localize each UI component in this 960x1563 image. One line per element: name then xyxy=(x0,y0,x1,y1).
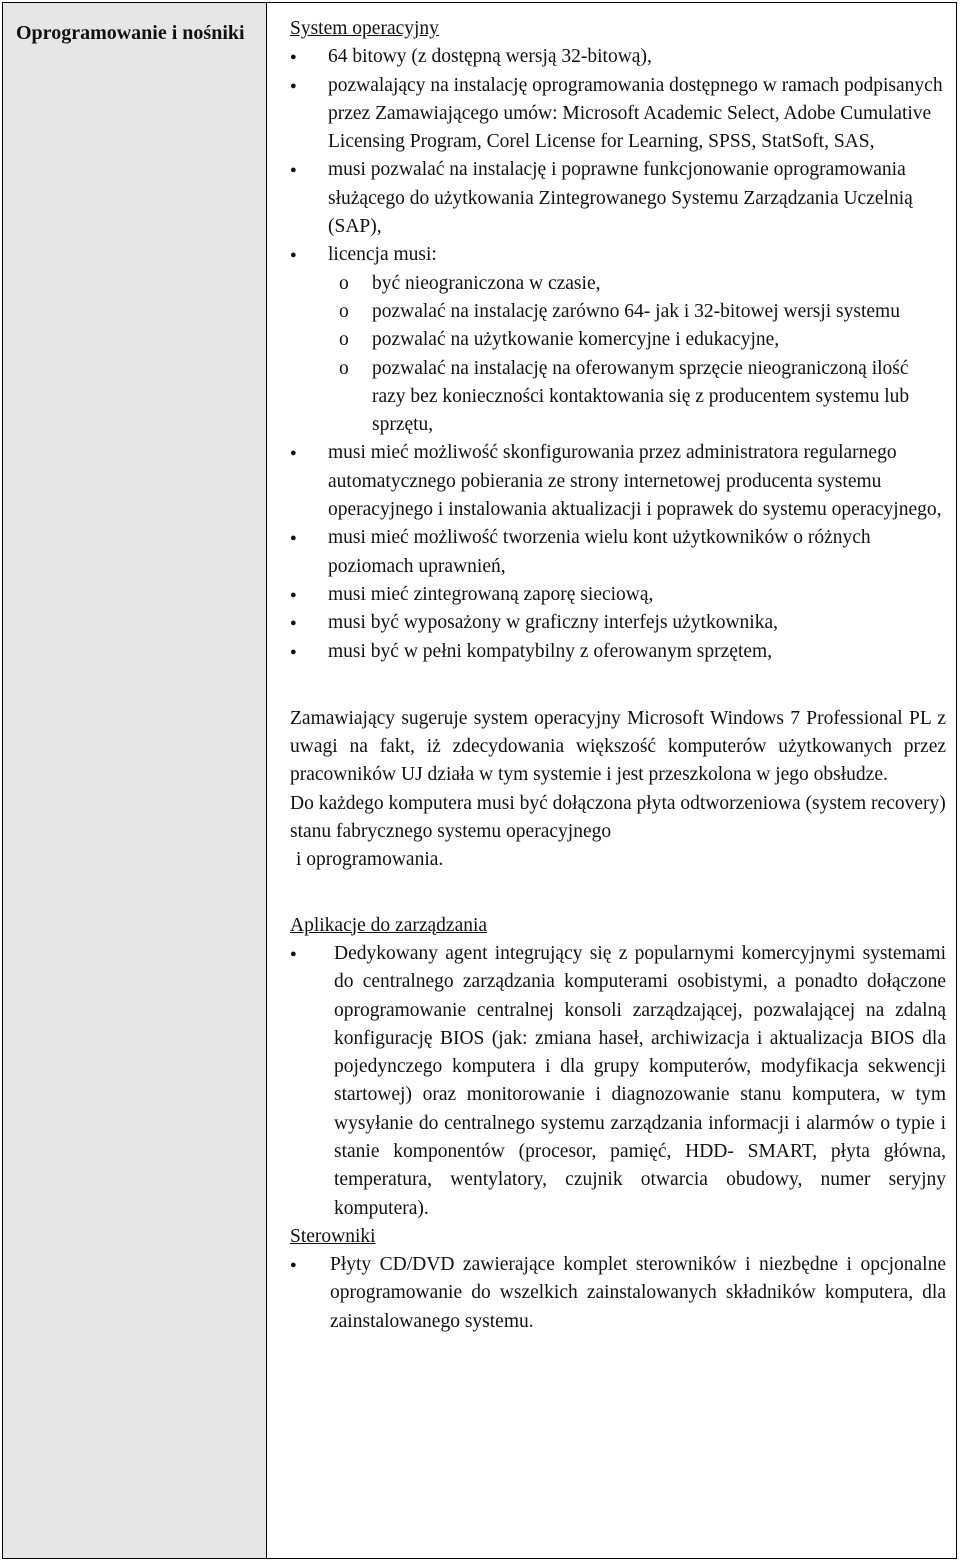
list-item: ● Dedykowany agent integrujący się z popularnymi komercyjnymi systemami do centralnego zarządzania komputerami osobistymi, a ponadto dołączone oprogramowanie centralnej konsoli zarządzającej, pozwalającej na zdalną konfigurację BIOS (jak: zmiana haseł, archiwizacja i aktualizacja BIOS dla pojedynczego komputera i dla grupy komputerów, modyfikacja sekwencji startowej) oraz monitorowanie i diagnozowanie stanu komputera, w tym wysyłanie do centralnego systemu zarządzania informacji i alarmów o typie i stanie komponentów (procesor, pamięć, HDD- SMART, płyta główna, temperatura, wentylatory, czujnik otwarcia obudowy, numer seryjny komputera). xyxy=(290,940,946,1223)
recovery-paragraph: Do każdego komputera musi być dołączona płyta odtworzeniowa (system recovery) stanu fabrycznego systemu operacyjnego xyxy=(290,792,946,843)
license-sublist xyxy=(339,270,946,440)
list-item: ● musi mieć zintegrowaną zaporę sieciową, xyxy=(290,581,946,609)
list-item: ● Płyty CD/DVD zawierające komplet sterowników i niezbędne i opcjonalne oprogramowanie do wszelkich zainstalowanych składników komputera, dla zainstalowanego systemu. xyxy=(290,1251,946,1336)
os-suggestion-paragraph: Zamawiający sugeruje system operacyjny Microsoft Windows 7 Professional PL z uwagi na fakt, iż zdecydowania większość komputerów użytkowanych przez pracowników UJ działa w tym systemie i jest przeszkolona w jego obsłudze. xyxy=(290,707,946,786)
category-title: Oprogramowanie i nośniki xyxy=(16,22,245,44)
drivers-heading: Sterowniki xyxy=(290,1225,376,1247)
apps-list xyxy=(290,940,946,1223)
list-item: ● 64 bitowy (z dostępną wersją 32-bitową), xyxy=(290,43,946,71)
recovery-paragraph-end: i oprogramowania. xyxy=(296,849,444,871)
category-cell xyxy=(3,3,267,1558)
os-heading: System operacyjny xyxy=(290,18,439,39)
list-item xyxy=(290,241,946,439)
requirements-cell xyxy=(267,3,956,1558)
list-item: ● musi mieć możliwość skonfigurowania przez administratora regularnego automatycznego pobierania ze strony internetowej producenta systemu operacyjnego i instalowania aktualizacji i poprawek do systemu operacyjnego, xyxy=(290,439,946,524)
sublist-item: o pozwalać na instalację zarówno 64- jak i 32-bitowej wersji systemu xyxy=(339,298,946,326)
license-label: licencja musi: xyxy=(328,244,437,266)
os-requirements-list xyxy=(290,43,946,666)
list-item: ● pozwalający na instalację oprogramowania dostępnego w ramach podpisanych przez Zamawiającego umów: Microsoft Academic Select, Adobe Cumulative Licensing Program, Corel License for Learning, SPSS, StatSoft, SAS, xyxy=(290,72,946,157)
sublist-item: o pozwalać na użytkowanie komercyjne i edukacyjne, xyxy=(339,326,946,354)
list-item: ● musi być wyposażony w graficzny interfejs użytkownika, xyxy=(290,609,946,637)
list-item: ● musi pozwalać na instalację i poprawne funkcjonowanie oprogramowania służącego do użytkowania Zintegrowanego Systemu Zarządzania Uczelnią (SAP), xyxy=(290,156,946,241)
list-item: ● musi być w pełni kompatybilny z oferowanym sprzętem, xyxy=(290,638,946,666)
spec-table xyxy=(2,2,957,1559)
sublist-item: o pozwalać na instalację na oferowanym sprzęcie nieograniczoną ilość razy bez konieczności kontaktowania się z producentem systemu lub sprzętu, xyxy=(339,355,946,440)
list-item: ● musi mieć możliwość tworzenia wielu kont użytkowników o różnych poziomach uprawnień, xyxy=(290,524,946,581)
apps-heading: Aplikacje do zarządzania xyxy=(290,914,488,936)
sublist-item: o być nieograniczona w czasie, xyxy=(339,270,946,298)
drivers-list xyxy=(290,1251,946,1336)
